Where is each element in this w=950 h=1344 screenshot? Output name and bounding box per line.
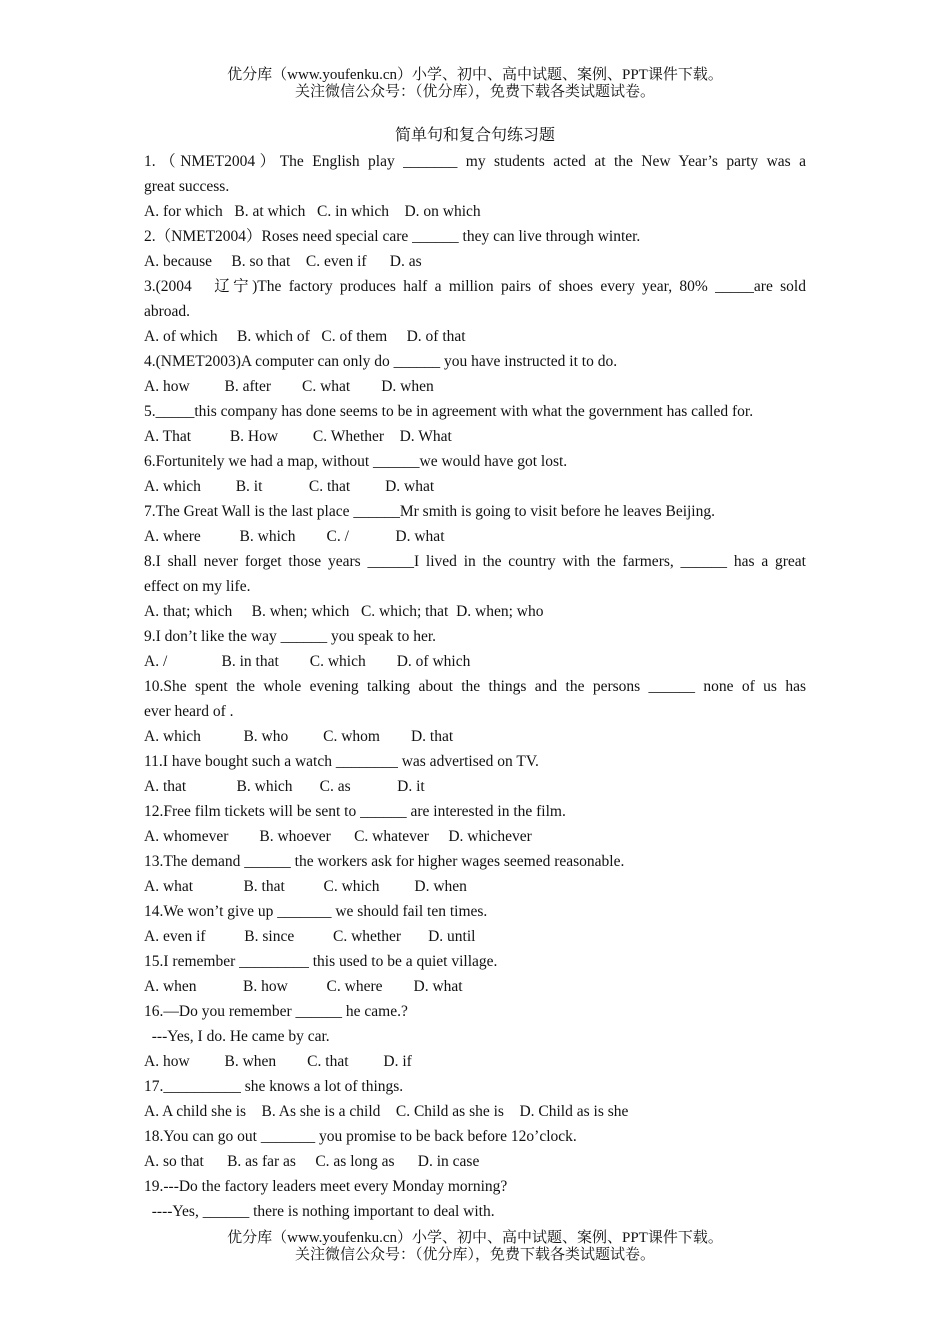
text-line: A. That B. How C. Whether D. What xyxy=(144,428,452,445)
text-line: 11.I have bought such a watch ________ was advertised on TV. xyxy=(144,753,539,770)
text-line: 6.Fortunitely we had a map, without ______we would have got lost. xyxy=(144,453,568,470)
text-line: A. when B. how C. where D. what xyxy=(144,978,463,995)
text-line: A. what B. that C. which D. when xyxy=(144,878,467,895)
text-line: effect on my life. xyxy=(144,578,251,595)
text-line: 4.(NMET2003)A computer can only do ______ you have instructed it to do. xyxy=(144,353,618,370)
text-line: 5._____this company has done seems to be in agreement with what the government has called for. xyxy=(144,403,754,420)
exercise-body xyxy=(144,149,806,1224)
header-line-1: 优分库（www.youfenku.cn）小学、初中、高中试题、案例、PPT课件下载。 xyxy=(227,67,723,83)
text-line: 2.（NMET2004）Roses need special care ______ they can live through winter. xyxy=(144,228,641,245)
text-line: A. which B. it C. that D. what xyxy=(144,478,435,495)
text-line: A. because B. so that C. even if D. as xyxy=(144,253,422,270)
text-line: A. how B. when C. that D. if xyxy=(144,1053,412,1070)
page-header xyxy=(0,67,950,101)
text-line: A. A child she is B. As she is a child C. Child as she is D. Child as is she xyxy=(144,1103,629,1120)
text-line: A. for which B. at which C. in which D. on which xyxy=(144,203,481,220)
text-line: 14.We won’t give up _______ we should fail ten times. xyxy=(144,903,488,920)
text-line: ----Yes, ______ there is nothing important to deal with. xyxy=(144,1203,495,1220)
text-line: great success. xyxy=(144,178,230,195)
text-line: 3.(2004 辽宁)The factory produces half a million pairs of shoes every year, 80% _____are sold xyxy=(144,278,806,295)
text-line: A. that; which B. when; which C. which; that D. when; who xyxy=(144,603,544,620)
text-line: 13.The demand ______ the workers ask for higher wages seemed reasonable. xyxy=(144,853,625,870)
text-line: A. that B. which C. as D. it xyxy=(144,778,425,795)
text-line: 7.The Great Wall is the last place ______Mr smith is going to visit before he leaves Beijing. xyxy=(144,503,715,520)
text-line: ever heard of . xyxy=(144,703,234,720)
text-line: 1.（NMET2004）The English play _______ my students acted at the New Year’s party was a xyxy=(144,153,806,170)
text-line: A. which B. who C. whom D. that xyxy=(144,728,454,745)
text-line: 15.I remember _________ this used to be a quiet village. xyxy=(144,953,498,970)
text-line: A. where B. which C. / D. what xyxy=(144,528,445,545)
text-line: 16.—Do you remember ______ he came.? xyxy=(144,1003,408,1020)
text-line: A. so that B. as far as C. as long as D. in case xyxy=(144,1153,480,1170)
text-line: abroad. xyxy=(144,303,191,320)
footer-line-2: 关注微信公众号：（优分库），免费下载各类试题试卷。 xyxy=(294,1247,655,1263)
page-footer xyxy=(0,1230,950,1264)
footer-line-1: 优分库（www.youfenku.cn）小学、初中、高中试题、案例、PPT课件下载。 xyxy=(227,1230,723,1246)
text-line: 19.---Do the factory leaders meet every Monday morning? xyxy=(144,1178,508,1195)
text-line: A. whomever B. whoever C. whatever D. whichever xyxy=(144,828,532,845)
text-line: ---Yes, I do. He came by car. xyxy=(144,1028,330,1045)
text-line: A. of which B. which of C. of them D. of that xyxy=(144,328,466,345)
header-line-2: 关注微信公众号：（优分库），免费下载各类试题试卷。 xyxy=(294,84,655,100)
text-line: 12.Free film tickets will be sent to ______ are interested in the film. xyxy=(144,803,566,820)
text-line: 17.__________ she knows a lot of things. xyxy=(144,1078,404,1095)
text-line: 10.She spent the whole evening talking about the things and the persons ______ none of us has xyxy=(144,678,806,695)
text-line: 8.I shall never forget those years ______I lived in the country with the farmers, ______ has a great xyxy=(144,553,806,570)
text-line: A. / B. in that C. which D. of which xyxy=(144,653,471,670)
document-title: 简单句和复合句练习题 xyxy=(394,127,555,144)
text-line: 18.You can go out _______ you promise to be back before 12o’clock. xyxy=(144,1128,577,1145)
text-line: A. even if B. since C. whether D. until xyxy=(144,928,476,945)
text-line: A. how B. after C. what D. when xyxy=(144,378,434,395)
text-line: 9.I don’t like the way ______ you speak to her. xyxy=(144,628,437,645)
